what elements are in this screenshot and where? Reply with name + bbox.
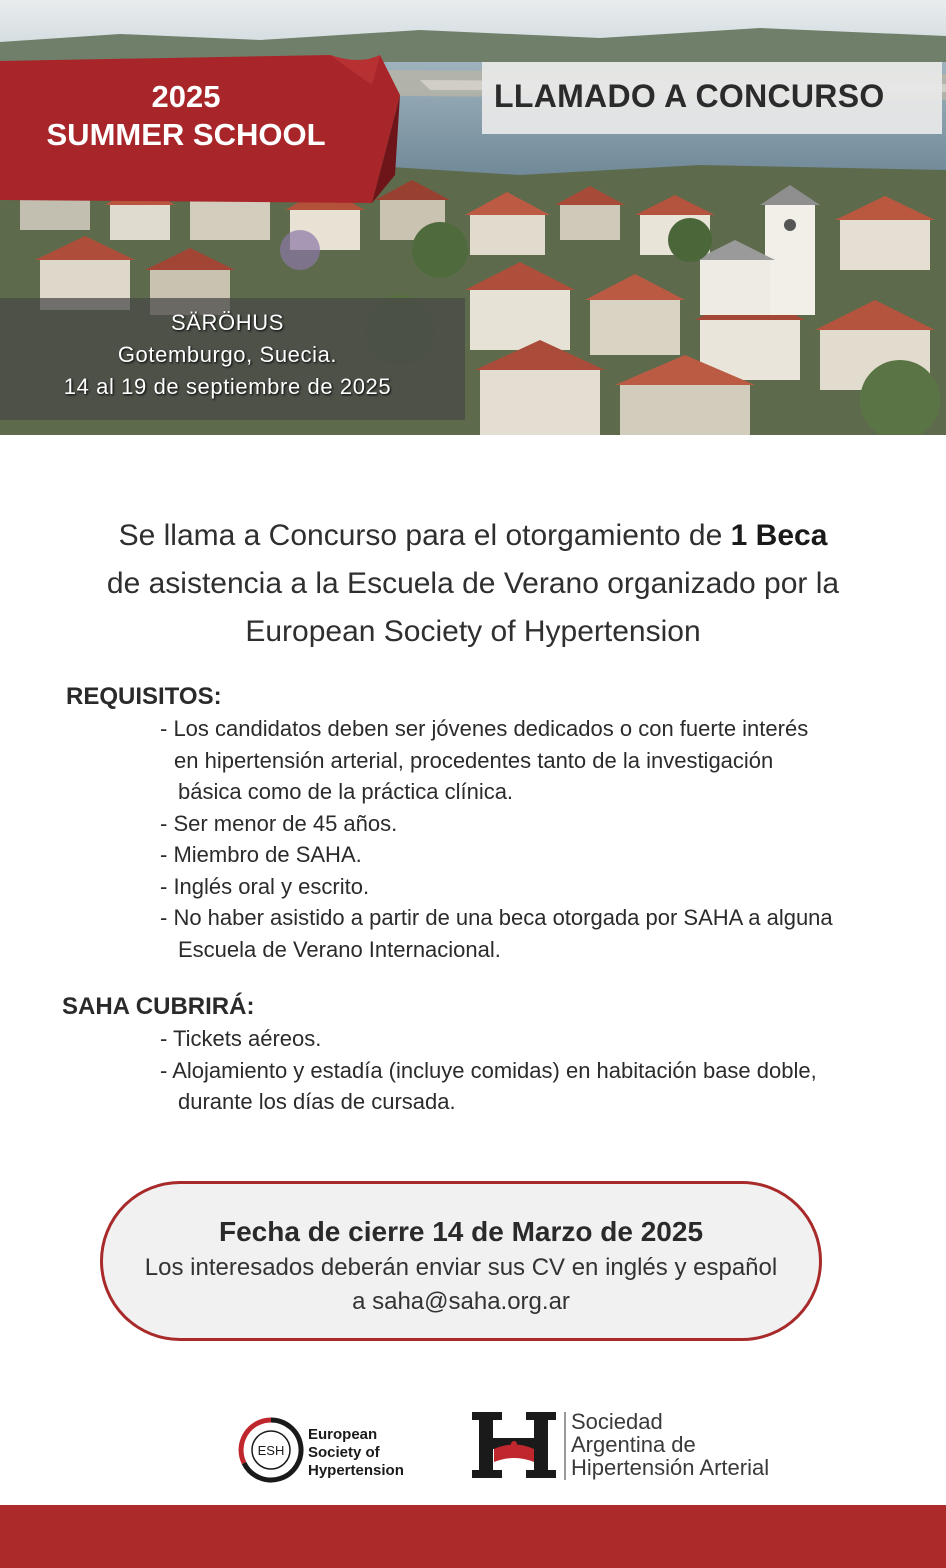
call-for-applications-banner — [482, 62, 942, 134]
hero-banner — [0, 0, 946, 435]
footer-bar — [0, 1505, 946, 1568]
esh-mark: ESH — [257, 1443, 285, 1458]
ribbon-year: 2025 — [151, 79, 221, 114]
esh-name: European Society of Hypertension — [308, 1426, 404, 1479]
venue-name: SÄRÖHUS — [171, 310, 284, 335]
deadline-instructions: Los interesados deberán enviar sus CV en inglés y español — [144, 1254, 778, 1281]
deadline-title: Fecha de cierre 14 de Marzo de 2025 — [218, 1216, 704, 1247]
esh-logo-icon — [236, 1415, 306, 1485]
ribbon-title: SUMMER SCHOOL — [46, 117, 326, 152]
list-item: - Los candidatos deben ser jóvenes dedicados o con fuerte interés en hipertensión arterial, procedentes tanto de la investigación básica como de la práctica clínica. — [160, 716, 809, 804]
venue-info-box — [0, 298, 465, 420]
saha-name: Sociedad Argentina de Hipertensión Arterial — [571, 1409, 770, 1480]
list-item: - Inglés oral y escrito. — [160, 873, 370, 899]
coverage-title: SAHA CUBRIRÁ: — [62, 993, 255, 1020]
requirements-list — [160, 713, 833, 965]
logo-divider — [564, 1412, 566, 1480]
saha-logo-icon — [470, 1410, 560, 1480]
list-item: - Ser menor de 45 años. — [160, 810, 398, 836]
intro-paragraph — [20, 512, 926, 656]
list-item: - No haber asistido a partir de una beca otorgada por SAHA a alguna Escuela de Verano Internacional. — [160, 905, 833, 962]
contact-email[interactable]: a saha@saha.org.ar — [352, 1288, 570, 1315]
venue-dates: 14 al 19 de septiembre de 2025 — [63, 374, 392, 399]
intro-line-1 — [20, 512, 926, 560]
intro-line-1-text: Se llama a Concurso para el otorgamiento de — [118, 519, 723, 552]
list-item: - Alojamiento y estadía (incluye comidas) en habitación base doble, durante los días de cursada. — [160, 1057, 817, 1114]
list-item: - Tickets aéreos. — [160, 1026, 322, 1051]
list-item: - Miembro de SAHA. — [160, 842, 362, 867]
venue-city: Gotemburgo, Suecia. — [117, 342, 338, 367]
deadline-box — [100, 1181, 822, 1341]
intro-line-2: de asistencia a la Escuela de Verano organizado por la — [106, 567, 840, 600]
ribbon-heading — [0, 78, 372, 154]
call-label: LLAMADO A CONCURSO — [494, 78, 885, 114]
scholarship-count: 1 Beca — [730, 519, 828, 552]
coverage-list — [160, 1023, 817, 1118]
intro-line-3: European Society of Hypertension — [245, 615, 701, 648]
requirements-title: REQUISITOS: — [66, 683, 222, 710]
